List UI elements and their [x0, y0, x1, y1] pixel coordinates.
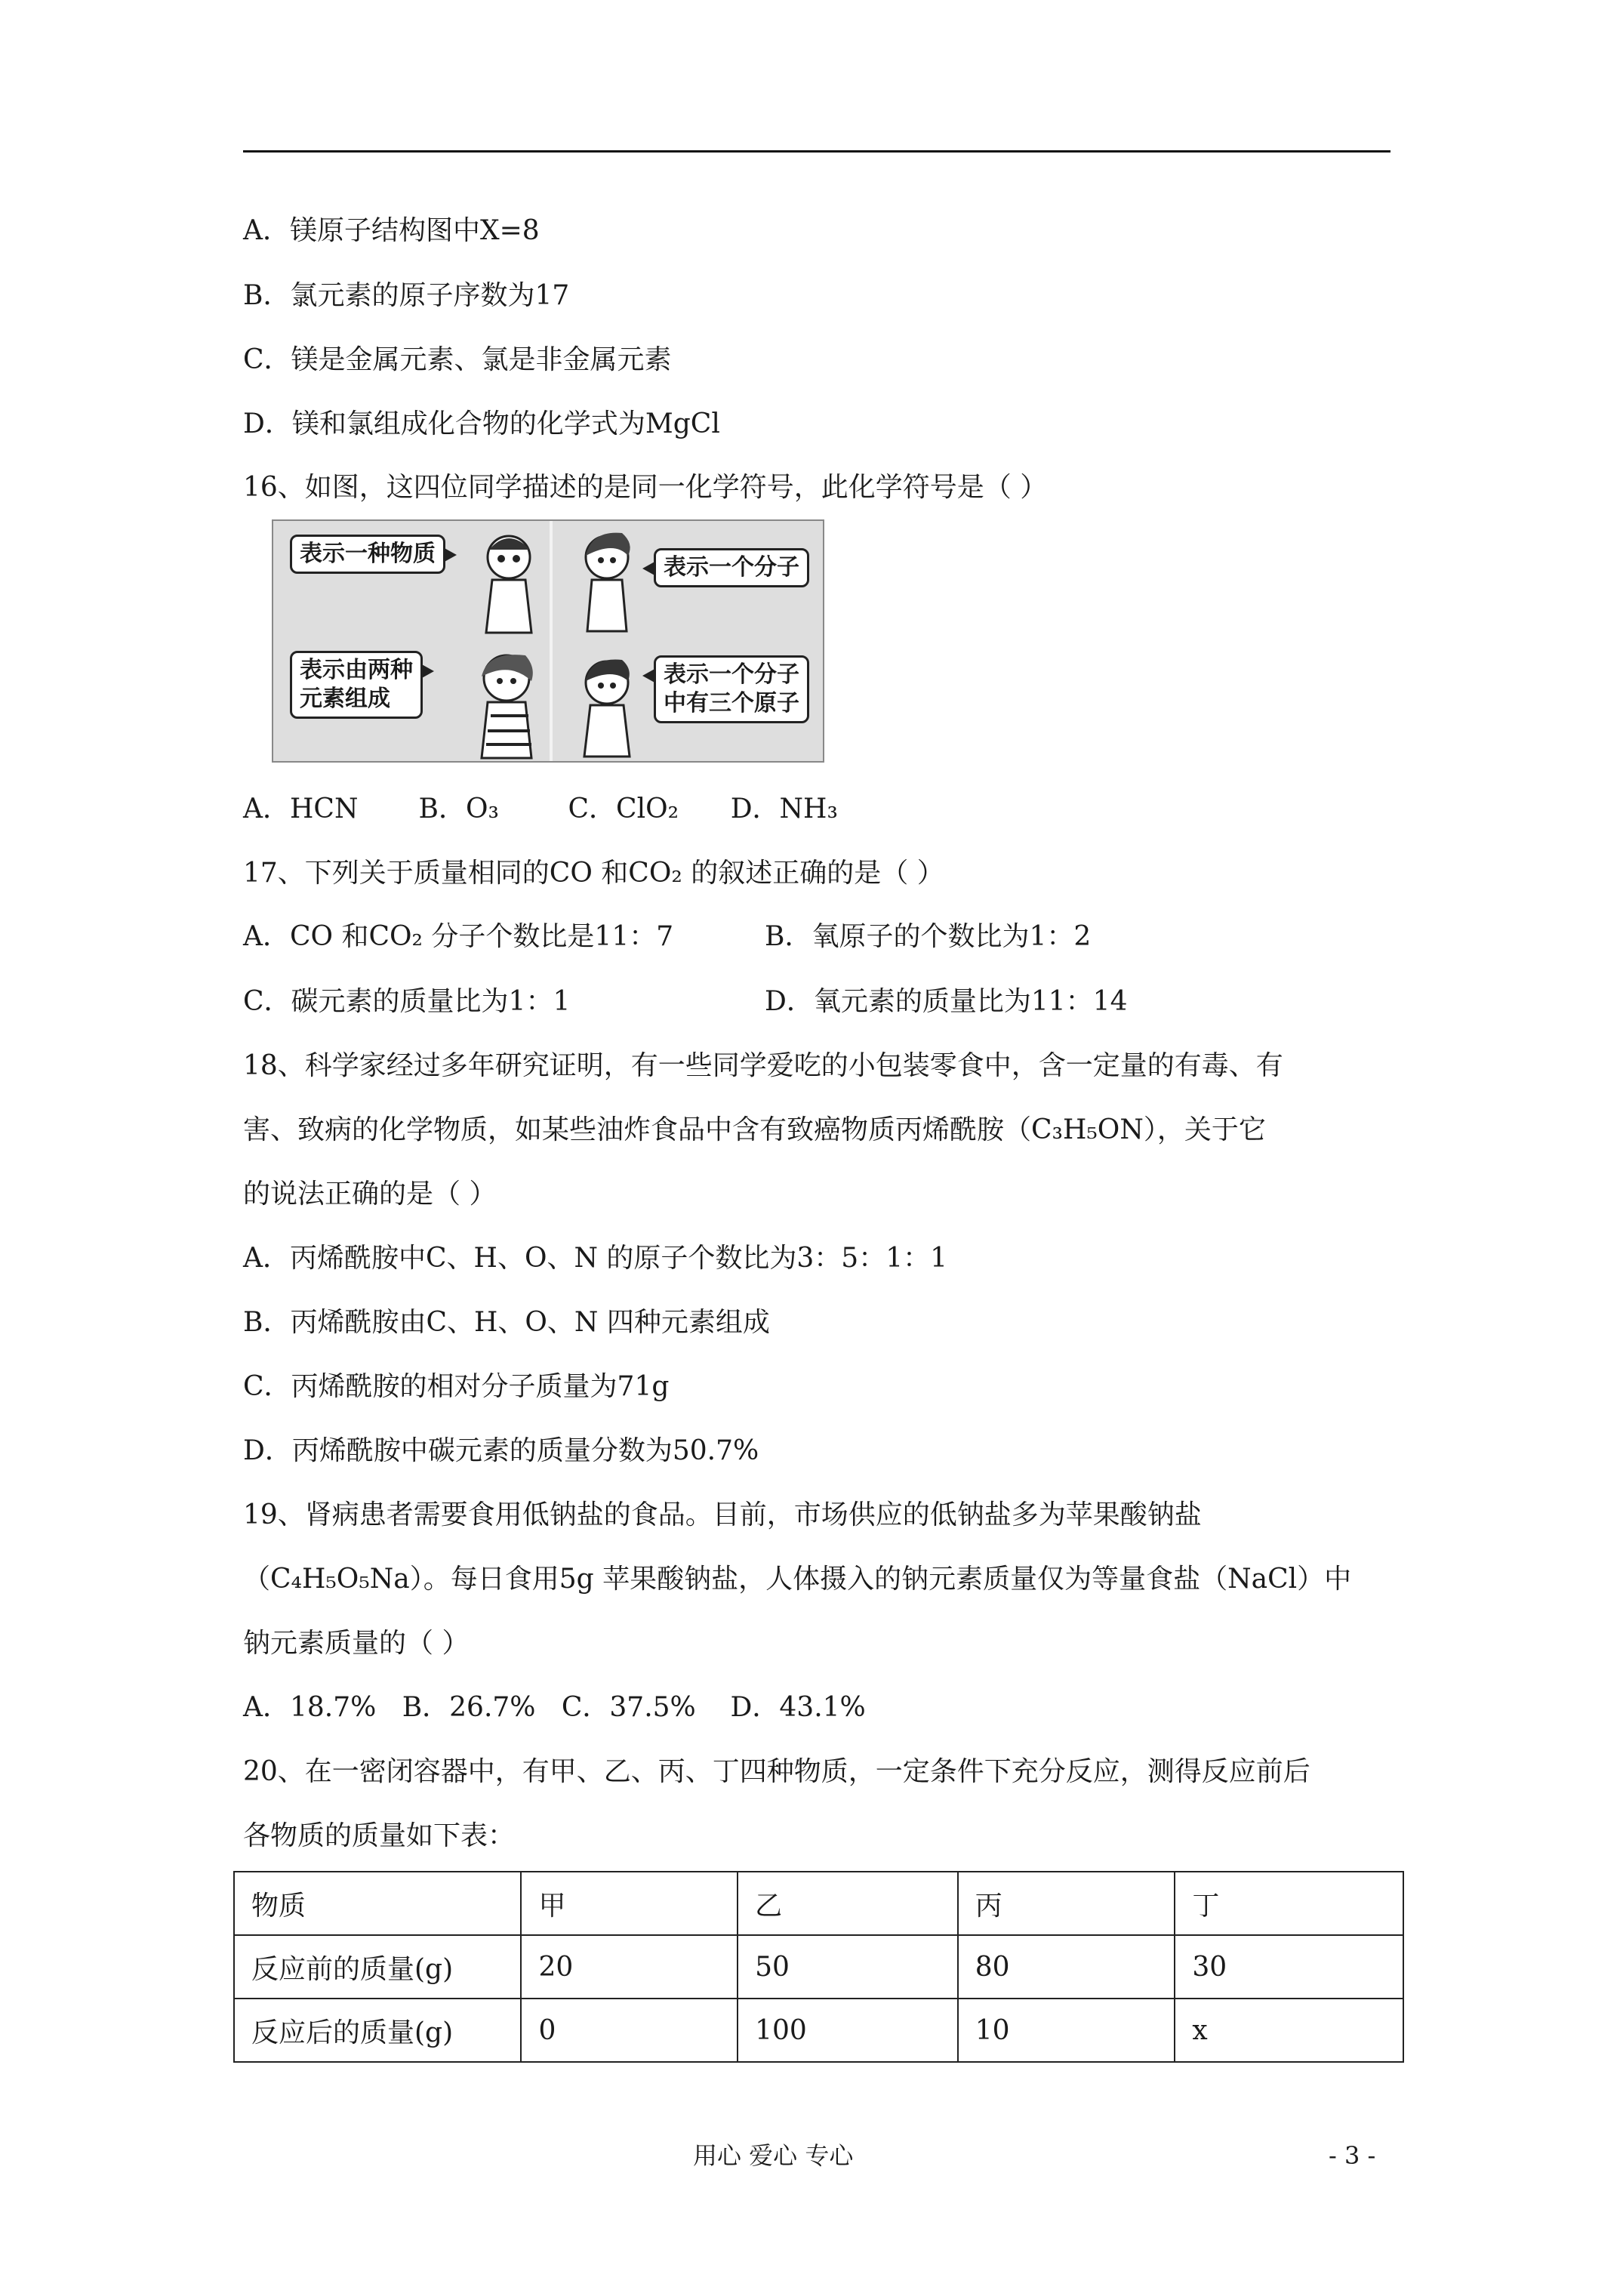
q16-stem: 16、如图，这四位同学描述的是同一化学符号，此化学符号是（ ） [243, 472, 1048, 503]
q19-stem-line-3: 钠元素质量的（ ） [243, 1628, 470, 1659]
q18-stem-line-2: 害、致病的化学物质，如某些油炸食品中含有致癌物质丙烯酰胺（C₃H₅ON），关于它 [243, 1114, 1266, 1145]
table-header-cell: 丙 [958, 1872, 1175, 1935]
q17-option-c: C．碳元素的质量比为1：1 [243, 986, 571, 1017]
student-2-icon [569, 525, 645, 639]
q18-option-c: C．丙烯酰胺的相对分子质量为71g [243, 1371, 670, 1402]
table-row [234, 1999, 1403, 2062]
table-header-cell: 物质 [234, 1872, 521, 1935]
table-cell: 100 [738, 1999, 958, 2062]
table-cell: 80 [958, 1935, 1175, 1999]
student-1-icon [471, 527, 547, 640]
q16-figure [272, 519, 824, 763]
q18-stem-line-1: 18、科学家经过多年研究证明，有一些同学爱吃的小包装零食中，含一定量的有毒、有 [243, 1050, 1283, 1081]
student-3-icon [465, 648, 548, 761]
q19-options: A．18.7% B．26.7% C．37.5% D．43.1% [243, 1692, 866, 1723]
bubble-one-molecule: 表示一个分子 [654, 548, 809, 587]
table-cell: 0 [521, 1999, 738, 2062]
q18-option-a: A．丙烯酰胺中C、H、O、N 的原子个数比为3：5：1：1 [243, 1243, 948, 1274]
table-cell: 反应后的质量(g) [234, 1999, 521, 2062]
q17-option-d: D．氧元素的质量比为11：14 [765, 986, 1128, 1017]
table-header-cell: 甲 [521, 1872, 738, 1935]
q19-stem-line-1: 19、肾病患者需要食用低钠盐的食品。目前，市场供应的低钠盐多为苹果酸钠盐 [243, 1499, 1202, 1530]
table-cell: 30 [1175, 1935, 1403, 1999]
table-header-cell: 丁 [1175, 1872, 1403, 1935]
bubble-three-atoms: 表示一个分子 中有三个原子 [654, 655, 809, 723]
q17-option-b: B．氧原子的个数比为1：2 [765, 921, 1092, 952]
table-cell: 50 [738, 1935, 958, 1999]
table-row [234, 1935, 1403, 1999]
q18-stem-line-3: 的说法正确的是（ ） [243, 1179, 497, 1210]
q15-option-a: A．镁原子结构图中X=8 [243, 215, 540, 246]
q17-stem: 17、下列关于质量相同的CO 和CO₂ 的叙述正确的是（ ） [243, 858, 944, 889]
figure-divider [550, 521, 553, 761]
q16-options: A．HCN B．O₃ C．ClO₂ D．NH₃ [243, 794, 838, 824]
q20-stem-line-1: 20、在一密闭容器中，有甲、乙、丙、丁四种物质，一定条件下充分反应，测得反应前后 [243, 1756, 1310, 1787]
mass-table [233, 1871, 1404, 2063]
table-header-cell: 乙 [738, 1872, 958, 1935]
student-4-icon [569, 651, 645, 761]
table-header-row [234, 1872, 1403, 1935]
q17-option-a: A．CO 和CO₂ 分子个数比是11：7 [243, 921, 674, 952]
table-cell: 反应前的质量(g) [234, 1935, 521, 1999]
q18-option-d: D．丙烯酰胺中碳元素的质量分数为50.7% [243, 1435, 759, 1466]
q15-option-d: D．镁和氯组成化合物的化学式为MgCl [243, 408, 720, 439]
table-cell: 20 [521, 1935, 738, 1999]
q19-stem-line-2: （C₄H₅O₅Na）。每日食用5g 苹果酸钠盐，人体摄入的钠元素质量仅为等量食盐（NaCl）中 [243, 1564, 1352, 1595]
q18-option-b: B．丙烯酰胺由C、H、O、N 四种元素组成 [243, 1307, 770, 1338]
page-number: - 3 - [1329, 2141, 1376, 2170]
bubble-two-elements: 表示由两种 元素组成 [290, 651, 423, 719]
header-rule [243, 150, 1390, 153]
q15-option-c: C．镁是金属元素、氯是非金属元素 [243, 344, 672, 375]
q15-option-b: B．氯元素的原子序数为17 [243, 280, 570, 311]
q20-stem-line-2: 各物质的质量如下表： [243, 1820, 516, 1851]
table-cell: 10 [958, 1999, 1175, 2062]
footer-motto: 用心 爱心 专心 [693, 2141, 854, 2170]
bubble-substance: 表示一种物质 [290, 535, 445, 574]
table-cell: x [1175, 1999, 1403, 2062]
